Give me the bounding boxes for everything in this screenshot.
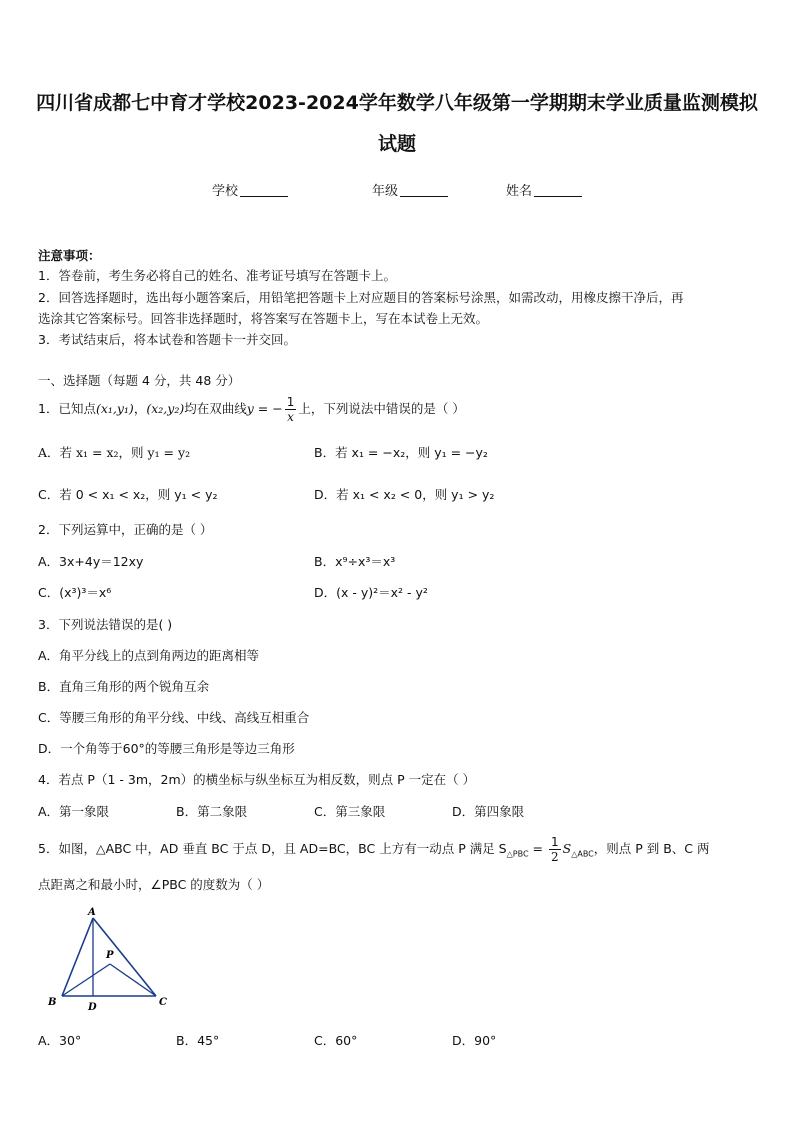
q2-option-d[interactable]: D．(x - y)²＝x² - y²: [314, 585, 428, 600]
q3-option-b[interactable]: B．直角三角形的两个锐角互余: [38, 679, 210, 694]
q5-stem-b: ，则点 P 到 B、C 两: [593, 841, 710, 856]
q5-s2: S: [562, 841, 572, 856]
q2-option-a[interactable]: A．3x+4y＝12xy: [38, 554, 144, 569]
note-item-1: 1．答卷前，考生务必将自己的姓名、准考证号填写在答题卡上。: [38, 268, 396, 283]
grade-field[interactable]: [372, 180, 448, 199]
school-label: 学校: [212, 184, 239, 199]
q1-point1: (x₁,y₁): [95, 401, 134, 416]
name-blank[interactable]: [534, 183, 582, 197]
q2-option-c[interactable]: C．(x³)³＝x⁶: [38, 585, 112, 600]
edge-ab: [62, 918, 93, 996]
grade-blank[interactable]: [400, 183, 448, 197]
q5-sub-abc: △ABC: [571, 849, 594, 859]
q5-option-d[interactable]: D．90°: [452, 1033, 497, 1048]
q1-option-c[interactable]: C．若 0 < x₁ < x₂，则 y₁ < y₂: [38, 487, 218, 502]
name-label: 姓名: [506, 184, 533, 199]
q4-option-c[interactable]: C．第三象限: [314, 804, 386, 819]
q1-stem-a: 1．已知点: [38, 401, 96, 416]
segment-pc: [110, 964, 156, 996]
edge-ac: [93, 918, 156, 996]
notes-heading: 注意事项：: [38, 248, 101, 263]
q5-option-c[interactable]: C．60°: [314, 1033, 358, 1048]
exam-title-line2: 试题: [377, 133, 416, 155]
note-item-2: 2．回答选择题时，选出每小题答案后，用铅笔把答题卡上对应题目的答案标号涂黑，如需改动，用橡皮擦干净后，再: [38, 290, 684, 305]
q1-option-a[interactable]: A．若 x₁ = x₂，则 y₁ = y₂: [38, 445, 191, 460]
q5-sub-pbc: △PBC: [506, 849, 529, 859]
q3-option-a[interactable]: A．角平分线上的点到角两边的距离相等: [38, 648, 260, 663]
q4-option-b[interactable]: B．第二象限: [176, 804, 248, 819]
q5-eq: =: [528, 841, 547, 856]
label-b: B: [48, 997, 57, 1008]
q5-triangle-figure: [40, 902, 180, 1014]
q5-option-b[interactable]: B．45°: [176, 1033, 220, 1048]
label-p: P: [106, 950, 114, 961]
q2-option-b[interactable]: B．x⁹÷x³＝x³: [314, 554, 396, 569]
q4-option-a[interactable]: A．第一象限: [38, 804, 110, 819]
q2-stem: 2．下列运算中，正确的是（ ）: [38, 522, 213, 537]
q5-option-a[interactable]: A．30°: [38, 1033, 82, 1048]
q1-stem-c: 上，下列说法中错误的是（ ）: [298, 401, 465, 416]
q1-option-b[interactable]: B．若 x₁ = −x₂，则 y₁ = −y₂: [314, 445, 488, 460]
q1-fraction: [285, 396, 297, 423]
q1-sep: ，: [133, 401, 147, 416]
q1-curve-lhs: y = −: [246, 401, 283, 416]
grade-label: 年级: [372, 184, 399, 199]
label-d: D: [88, 1002, 97, 1013]
label-a: A: [88, 907, 96, 918]
q1-option-d[interactable]: D．若 x₁ < x₂ < 0，则 y₁ > y₂: [314, 487, 495, 502]
q4-stem: 4．若点 P（1 - 3m，2m）的横坐标与纵坐标互为相反数，则点 P 一定在（ ）: [38, 772, 476, 787]
q1-point2: (x₂,y₂): [146, 401, 185, 416]
q5-frac-num: 1: [550, 835, 559, 849]
q5-stem-line1: [38, 836, 710, 863]
q3-option-c[interactable]: C．等腰三角形的角平分线、中线、高线互相重合: [38, 710, 310, 725]
exam-title-line1: 四川省成都七中育才学校2023-2024学年数学八年级第一学期期末学业质量监测模拟: [36, 92, 758, 114]
note-item-4: 3．考试结束后，将本试卷和答题卡一并交回。: [38, 332, 296, 347]
school-field[interactable]: [212, 180, 288, 199]
q1-stem: [38, 396, 465, 423]
q3-option-d[interactable]: D．一个角等于60°的等腰三角形是等边三角形: [38, 741, 295, 756]
school-blank[interactable]: [240, 183, 288, 197]
name-field[interactable]: [506, 180, 582, 199]
q5-stem-line2: 点距离之和最小时，∠PBC 的度数为（ ）: [38, 877, 270, 892]
section1-heading: 一、选择题（每题 4 分，共 48 分）: [38, 373, 241, 388]
q1-frac-den: x: [287, 410, 294, 424]
q1-frac-num: 1: [286, 395, 295, 409]
q5-frac-den: 2: [550, 850, 559, 864]
q5-stem-a: 5．如图，△ABC 中，AD 垂直 BC 于点 D，且 AD=BC，BC 上方有一动点 P 满足 S: [38, 841, 507, 856]
q1-stem-b: 均在双曲线: [184, 401, 247, 416]
q4-option-d[interactable]: D．第四象限: [452, 804, 525, 819]
q5-fraction: [549, 836, 561, 863]
q3-stem: 3．下列说法错误的是( ): [38, 617, 173, 632]
note-item-3: 选涂其它答案标号。回答非选择题时，将答案写在答题卡上，写在本试卷上无效。: [38, 311, 489, 326]
label-c: C: [159, 997, 167, 1008]
